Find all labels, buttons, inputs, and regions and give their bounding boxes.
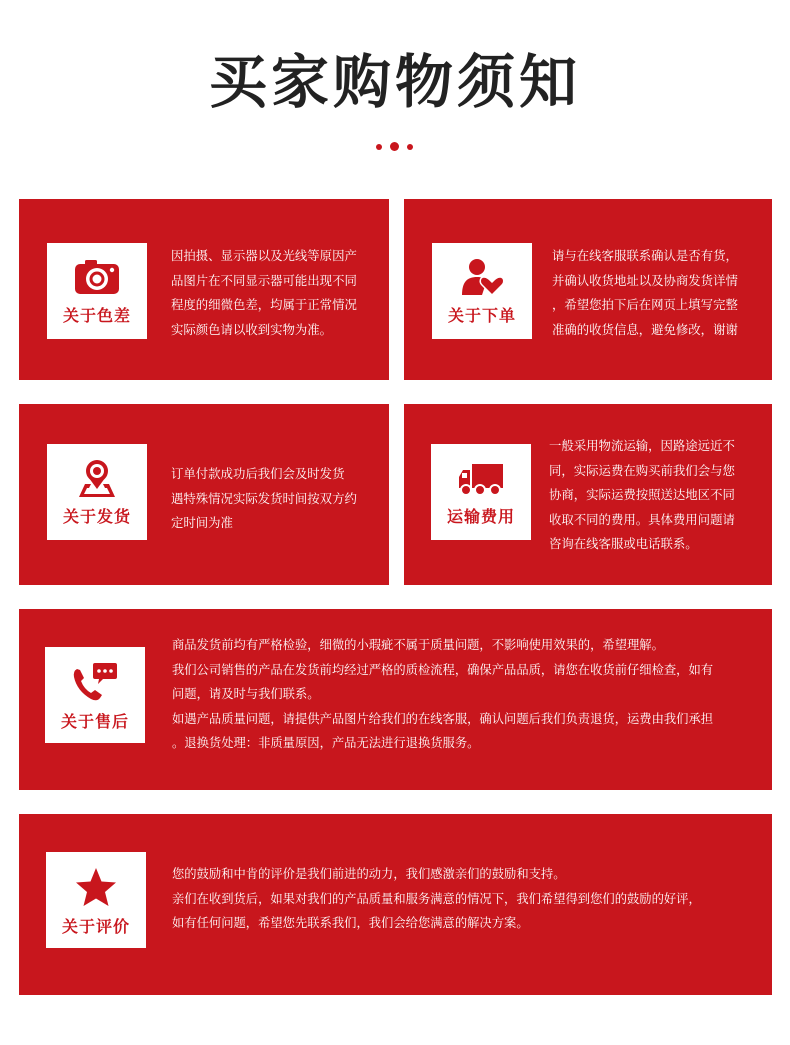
divider-dot bbox=[407, 144, 413, 150]
card-label: 关于发货 bbox=[62, 507, 131, 526]
divider-dot bbox=[376, 144, 382, 150]
text-line: 准确的收货信息，避免修改，谢谢 bbox=[552, 321, 738, 337]
card-text bbox=[552, 244, 767, 342]
text-line: 商品发货前均有严格检验，细微的小瑕疵不属于质量问题，不影响使用效果的，希望理解。 bbox=[172, 638, 664, 652]
text-line: 如遇产品质量问题，请提供产品图片给我们的在线客服，确认问题后我们负责退货，运费由我们承担 bbox=[172, 711, 714, 726]
card-text bbox=[172, 633, 767, 756]
star-icon bbox=[72, 866, 120, 908]
card-label: 关于下单 bbox=[447, 306, 516, 325]
truck-icon bbox=[457, 458, 505, 498]
text-line: 亲们在收到货后，如果对我们的产品质量和服务满意的情况下，我们希望得到您们的鼓励的好评， bbox=[172, 891, 701, 906]
title-divider-dots bbox=[370, 141, 420, 153]
card-label: 运输费用 bbox=[446, 507, 515, 526]
text-line: 定时间为准 bbox=[171, 515, 233, 530]
freight-icon-box bbox=[431, 444, 531, 540]
card-text bbox=[171, 244, 381, 342]
text-line: 并确认收货地址以及协商发货详情 bbox=[552, 272, 738, 288]
color-difference-icon-box bbox=[47, 243, 147, 339]
user-heart-icon bbox=[458, 257, 506, 297]
card-review bbox=[19, 814, 772, 995]
location-pin-icon bbox=[73, 458, 121, 498]
card-color-difference bbox=[19, 199, 389, 380]
text-line: 。退换货处理：非质量原因，产品无法进行退换货服务。 bbox=[172, 736, 480, 750]
text-line: 咨询在线客服或电话联系。 bbox=[549, 536, 698, 551]
card-label: 关于色差 bbox=[62, 306, 131, 325]
card-label: 关于评价 bbox=[61, 917, 130, 936]
text-line: 一般采用物流运输，因路途远近不 bbox=[549, 438, 735, 453]
text-line: 因拍摄、显示器以及光线等原因产 bbox=[171, 248, 357, 263]
review-icon-box bbox=[46, 852, 146, 948]
text-line: 程度的细微色差，均属于正常情况 bbox=[171, 297, 357, 312]
text-line: 实际颜色请以收到实物为准。 bbox=[171, 321, 333, 337]
card-freight bbox=[404, 404, 772, 585]
text-line: 遇特殊情况实际发货时间按双方约 bbox=[171, 490, 357, 506]
card-after-sales bbox=[19, 609, 772, 790]
text-line: 品图片在不同显示器可能出现不同 bbox=[171, 272, 357, 288]
text-line: 订单付款成功后我们会及时发货 bbox=[171, 466, 345, 481]
card-label: 关于售后 bbox=[60, 712, 129, 731]
card-text bbox=[172, 862, 767, 936]
card-shipping bbox=[19, 404, 389, 585]
text-line: 同，实际运费在购买前我们会与您 bbox=[549, 462, 735, 478]
card-order bbox=[404, 199, 772, 380]
divider-dot bbox=[390, 142, 399, 151]
card-text bbox=[549, 434, 767, 557]
card-text bbox=[171, 462, 381, 536]
page-title: 买家购物须知 bbox=[208, 48, 581, 116]
text-line: ，希望您拍下后在网页上填写完整 bbox=[552, 297, 738, 312]
after-sales-icon-box bbox=[45, 647, 145, 743]
order-icon-box bbox=[432, 243, 532, 339]
text-line: 请与在线客服联系确认是否有货， bbox=[552, 248, 738, 263]
text-line: 问题，请及时与我们联系。 bbox=[172, 687, 320, 701]
shipping-icon-box bbox=[47, 444, 147, 540]
text-line: 收取不同的费用。具体费用问题请 bbox=[549, 511, 735, 527]
text-line: 如有任何问题，希望您先联系我们，我们会给您满意的解决方案。 bbox=[172, 916, 529, 930]
text-line: 我们公司销售的产品在发货前均经过严格的质检流程，确保产品品质，请您在收货前仔细检查，如有 bbox=[172, 662, 714, 677]
camera-icon bbox=[73, 257, 121, 297]
text-line: 您的鼓励和中肯的评价是我们前进的动力，我们感激亲们的鼓励和支持。 bbox=[172, 867, 566, 881]
phone-chat-icon bbox=[71, 661, 119, 703]
text-line: 协商，实际运费按照送达地区不同 bbox=[549, 487, 735, 502]
